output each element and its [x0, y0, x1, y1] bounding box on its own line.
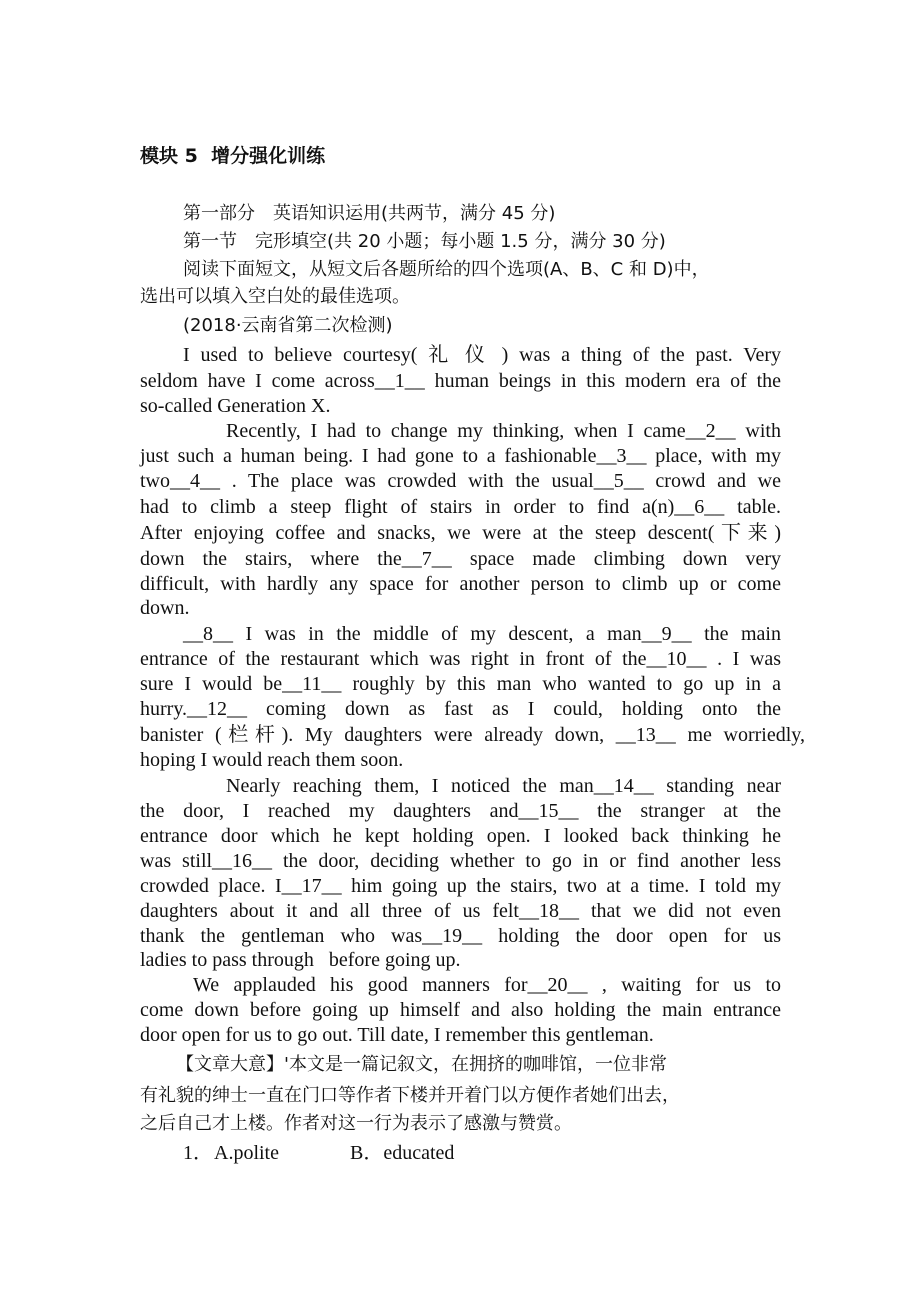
instructions-line: 阅读下面短文，从短文后各题所给的四个选项(A、B、C 和 D)中，: [183, 259, 710, 280]
source-note: (2018·云南省第二次检测): [183, 315, 393, 336]
passage-line: hurry.__12__ coming down as fast as I could, holding onto the: [140, 698, 781, 720]
passage-line: ladies to pass through before going up.: [140, 949, 461, 971]
summary-line: 之后自己才上楼。作者对这一行为表示了感激与赞赏。: [140, 1113, 572, 1134]
passage-line: door open for us to go out. Till date, I remember this gentleman.: [140, 1024, 654, 1046]
passage-line: banister (栏杆). My daughters were already down, __13__ me worriedly,: [140, 724, 805, 746]
summary-line: 【文章大意】'本文是一篇记叙文，在拥挤的咖啡馆，一位非常: [176, 1054, 667, 1075]
passage-line: two__4__ . The place was crowded with the usual__5__ crowd and we: [140, 470, 781, 492]
passage-line: Nearly reaching them, I noticed the man__14__ standing near: [226, 775, 781, 797]
passage-line: We applauded his good manners for__20__ , waiting for us to: [193, 974, 781, 996]
passage-line: crowded place. I__17__ him going up the stairs, two at a time. I told my: [140, 875, 781, 897]
passage-line: hoping I would reach them soon.: [140, 749, 404, 771]
document-title: 模块 5 增分强化训练: [140, 145, 326, 167]
summary-line: 有礼貌的绅士一直在门口等作者下楼并开着门以方便作者她们出去，: [140, 1085, 680, 1106]
section-heading: 第一节 完形填空(共 20 小题；每小题 1.5 分，满分 30 分): [183, 231, 666, 252]
passage-line: so-called Generation X.: [140, 395, 331, 417]
passage-line: had to climb a steep flight of stairs in order to find a(n)__6__ table.: [140, 496, 781, 518]
instructions-line: 选出可以填入空白处的最佳选项。: [140, 286, 410, 307]
option-a: A.polite: [214, 1142, 279, 1164]
passage-line: __8__ I was in the middle of my descent, a man__9__ the main: [183, 623, 781, 645]
passage-line: I used to believe courtesy( 礼 仪 ) was a thing of the past. Very: [183, 344, 781, 366]
passage-line: down the stairs, where the__7__ space made climbing down very: [140, 548, 781, 570]
passage-line: daughters about it and all three of us felt__18__ that we did not even: [140, 900, 781, 922]
passage-line: entrance of the restaurant which was right in front of the__10__ . I was: [140, 648, 781, 670]
passage-line: difficult, with hardly any space for another person to climb up or come: [140, 573, 781, 595]
passage-line: down.: [140, 597, 190, 619]
passage-line: thank the gentleman who was__19__ holding the door open for us: [140, 925, 781, 947]
passage-line: seldom have I come across__1__ human beings in this modern era of the: [140, 370, 781, 392]
passage-line: sure I would be__11__ roughly by this man who wanted to go up in a: [140, 673, 781, 695]
passage-line: entrance door which he kept holding open. I looked back thinking he: [140, 825, 781, 847]
part-heading: 第一部分 英语知识运用(共两节，满分 45 分): [183, 203, 556, 224]
passage-line: Recently, I had to change my thinking, when I came__2__ with: [226, 420, 781, 442]
passage-line: come down before going up himself and also holding the main entrance: [140, 999, 781, 1021]
option-b: B．educated: [350, 1142, 455, 1164]
question-number: 1．: [183, 1142, 213, 1164]
passage-line: just such a human being. I had gone to a fashionable__3__ place, with my: [140, 445, 781, 467]
passage-line: the door, I reached my daughters and__15__ the stranger at the: [140, 800, 781, 822]
passage-line: After enjoying coffee and snacks, we were at the steep descent(下来): [140, 522, 781, 544]
passage-line: was still__16__ the door, deciding whether to go in or find another less: [140, 850, 781, 872]
